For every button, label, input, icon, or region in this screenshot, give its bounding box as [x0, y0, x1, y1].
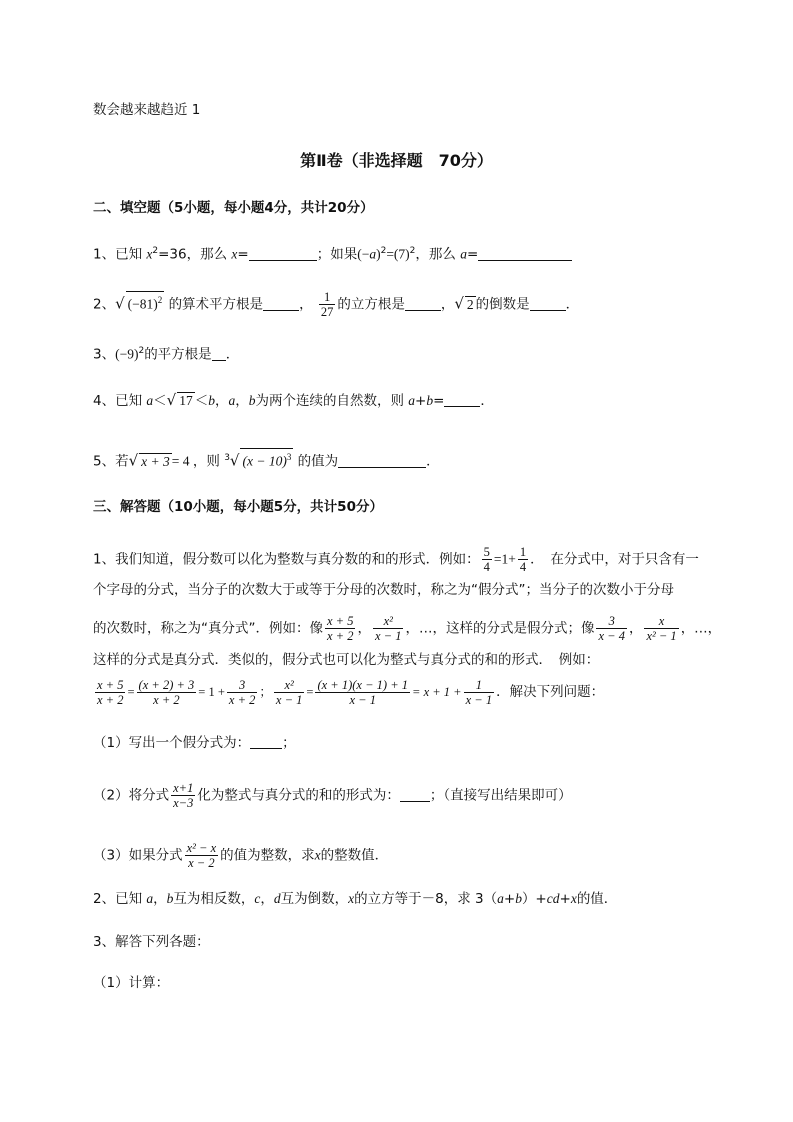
question-3-3-sub1: （1）计算： — [93, 975, 170, 991]
sqrt-symbol: √ — [128, 451, 139, 470]
intro-line: 数会越来越趋近 1 — [93, 102, 201, 118]
question-3-1-sub1: （1）写出一个假分式为： ； — [93, 735, 296, 751]
question-3-2: 2、已知 a，b互为相反数，c，d互为倒数，x的立方等于－8，求 3（a+b）+cd+x的值． — [93, 891, 618, 907]
sqrt-symbol: √ — [115, 294, 125, 313]
fraction: $\frac{1}{27}$ — [320, 290, 334, 319]
part2-title: 第Ⅱ卷（非选择题 70分） — [300, 151, 493, 170]
question-3-1-sub2: （2）将分式 $\frac{x+1}{x-3}$ 化为整式与真分式的和的形式为： ；（直接写出结果即可） — [93, 781, 572, 810]
answer-blank — [212, 346, 226, 361]
question-2-2: 2、√ $(-81)^2$ 的算术平方根是 ， $\frac{1}{27}$ 的立方根是 ，√ 2 的倒数是 ． — [93, 290, 580, 319]
answer-blank — [250, 734, 282, 749]
question-2-1: 1、已知 $x^2=36$，那么 x= ；如果$(-a)^2=(7)^2$，那么 a= — [93, 241, 572, 265]
question-3-1-line5: $\frac{x + 5}{x + 2}$ = $\frac{(x + 2) + 3}{x + 2}$ = 1 + $\frac{3}{x + 2}$ ； $\frac{\text{x²}}{x - 1}$ = $\frac{(x + 1)(x - 1) + 1}{x - 1}$ = x + 1 + $\frac{1}{x - 1}$ ．解决下列问题： — [97, 678, 605, 707]
question-3-3: 3、解答下列各题： — [93, 934, 210, 950]
section2-heading: 二、填空题（5小题，每小题4分，共计20分） — [93, 200, 374, 216]
question-3-1-sub3: （3）如果分式 $\frac{\text{x² − x}}{x - 2}$ 的值为整数，求x的整数值． — [93, 841, 389, 870]
question-3-1-line3: 的次数时，称之为“真分式”．例如：像 $\frac{x + 5}{x + 2}$ ， $\frac{\text{x²}}{x - 1}$ ，…，这样的分式是假分式；像 $\frac{3}{x - 4}$ ， $\frac{x}{\text{x² − 1}}$ ，…， — [93, 614, 722, 643]
answer-blank — [263, 296, 299, 311]
answer-blank — [400, 787, 430, 802]
answer-blank — [478, 246, 572, 261]
question-2-5: 5、若√ x + 3 = 4 ，则 $^3$√ $(x - 10)^3$ 的值为 ． — [93, 448, 440, 472]
answer-blank — [530, 296, 566, 311]
cube-root-symbol: √ — [229, 451, 240, 470]
answer-blank — [338, 453, 426, 468]
answer-blank — [405, 296, 441, 311]
sqrt-symbol: √ — [166, 391, 177, 409]
section3-heading: 三、解答题（10小题，每小题5分，共计50分） — [93, 499, 383, 515]
question-3-1-line1: 1、我们知道，假分数可以化为整数与真分数的和的形式．例如： $\frac{5}{4}$ =1+ $\frac{1}{4}$ ． 在分式中，对于只含有一 — [93, 545, 699, 574]
question-3-1-line4: 这样的分式是真分式．类似的，假分式也可以化为整式与真分式的和的形式． 例如： — [93, 652, 600, 668]
answer-blank — [249, 246, 317, 261]
question-2-3: 3、$(-9)^2$的平方根是 ． — [93, 346, 240, 363]
question-3-1-line2: 个字母的分式，当分子的次数大于或等于分母的次数时，称之为“假分式”；当分子的次数小于分母 — [93, 582, 674, 598]
answer-blank — [444, 392, 480, 407]
sqrt-symbol: √ — [454, 294, 464, 313]
question-2-4: 4、已知 a＜√ 17 ＜b，a，b为两个连续的自然数，则 a+b= ． — [93, 391, 494, 409]
